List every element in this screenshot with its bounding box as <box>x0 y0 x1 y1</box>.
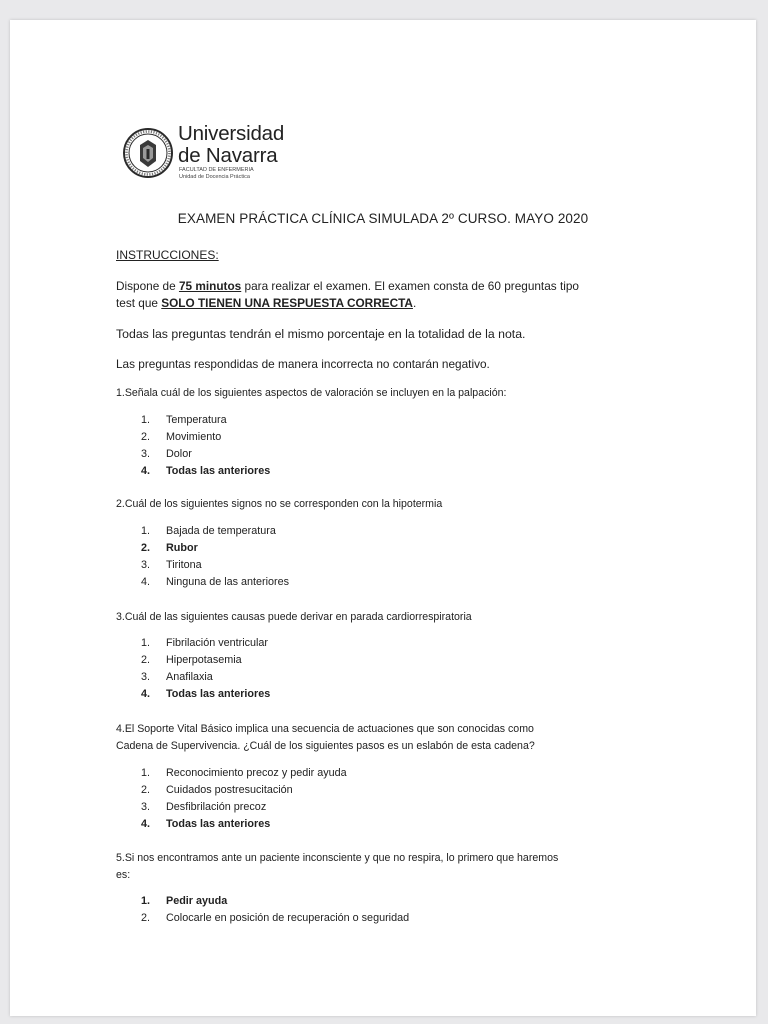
option-number: 2. <box>141 912 151 924</box>
instructions-line2-post: . <box>412 296 417 310</box>
option-number: 3. <box>141 448 151 460</box>
option-number: 1. <box>141 637 151 649</box>
option-number: 3. <box>141 559 151 571</box>
option <box>138 429 270 446</box>
exam-page <box>10 20 756 1016</box>
university-logo <box>122 123 322 193</box>
university-name <box>178 123 284 167</box>
option-number: 2. <box>141 431 151 443</box>
option-text: Hiperpotasemia <box>166 654 242 666</box>
option-number: 2. <box>141 654 151 666</box>
university-name-line1: Universidad <box>178 122 285 145</box>
option-text: Dolor <box>166 448 192 460</box>
question-1: 1.Señala cuál de los siguientes aspectos de valoración se incluyen en la palpación: <box>116 387 507 399</box>
instructions-line1-post: para realizar el examen. El examen consta de 60 preguntas tipo <box>241 279 579 293</box>
option <box>138 669 270 686</box>
instructions-line1-pre: Dispone de <box>116 279 179 293</box>
option-number: 3. <box>141 801 151 813</box>
option <box>138 910 409 927</box>
option-text: Bajada de temperatura <box>166 525 276 537</box>
negative-note: Las preguntas respondidas de manera incorrecta no contarán negativo. <box>116 357 490 371</box>
university-seal-icon <box>122 123 182 183</box>
option-text: Rubor <box>166 542 198 554</box>
option-correct <box>138 686 270 703</box>
option-text: Fibrilación ventricular <box>166 637 269 649</box>
question-5-line1: 5.Si nos encontramos ante un paciente inconsciente y que no respira, lo primero que haremos <box>116 852 559 864</box>
option-number: 4. <box>141 818 151 830</box>
option-number: 1. <box>141 414 151 426</box>
question-2-options <box>138 523 289 591</box>
option-number: 1. <box>141 767 151 779</box>
option-text: Cuidados postresucitación <box>166 784 293 796</box>
option <box>138 446 270 463</box>
instructions-line2-pre: test que <box>116 296 162 310</box>
question-4 <box>116 721 676 755</box>
option-text: Desfibrilación precoz <box>166 801 267 813</box>
option-number: 1. <box>141 895 151 907</box>
option-text: Todas las anteriores <box>166 465 271 477</box>
option-text: Anafilaxia <box>166 671 213 683</box>
option-correct <box>138 893 409 910</box>
option-number: 2. <box>141 784 151 796</box>
question-4-options <box>138 765 347 833</box>
question-2: 2.Cuál de los siguientes signos no se corresponden con la hipotermia <box>116 498 443 510</box>
question-5 <box>116 850 676 884</box>
option <box>138 765 347 782</box>
option <box>138 799 347 816</box>
instructions-line1 <box>116 278 676 295</box>
option-number: 1. <box>141 525 151 537</box>
option-text: Ninguna de las anteriores <box>166 576 290 588</box>
exam-title: EXAMEN PRÁCTICA CLÍNICA SIMULADA 2º CURSO. MAYO 2020 <box>177 211 589 226</box>
unit-name: Unidad de Docencia Práctica <box>179 174 250 180</box>
question-5-options <box>138 893 409 927</box>
university-subtitle <box>179 167 254 181</box>
option <box>138 635 270 652</box>
faculty-name: FACULTAD DE ENFERMERIA <box>179 167 254 173</box>
question-1-options <box>138 412 270 480</box>
option <box>138 652 270 669</box>
option-text: Pedir ayuda <box>166 895 228 907</box>
option-number: 3. <box>141 671 151 683</box>
option-text: Temperatura <box>166 414 227 426</box>
option-text: Colocarle en posición de recuperación o seguridad <box>166 912 410 924</box>
option-text: Reconocimiento precoz y pedir ayuda <box>166 767 347 779</box>
question-4-line1: 4.El Soporte Vital Básico implica una secuencia de actuaciones que son conocidas como <box>116 723 534 735</box>
instructions-duration: 75 minutos <box>178 279 242 293</box>
instructions-line2 <box>116 295 416 312</box>
option-text: Movimiento <box>166 431 222 443</box>
instructions-heading: INSTRUCCIONES: <box>116 248 219 262</box>
option-text: Tiritona <box>166 559 202 571</box>
question-3: 3.Cuál de las siguientes causas puede derivar en parada cardiorrespiratoria <box>116 611 472 623</box>
option <box>138 557 289 574</box>
option-number: 4. <box>141 465 151 477</box>
option <box>138 574 289 591</box>
question-4-line2: Cadena de Supervivencia. ¿Cuál de los siguientes pasos es un eslabón de esta cadena? <box>116 740 535 752</box>
option-text: Todas las anteriores <box>166 818 271 830</box>
question-5-line2: es: <box>116 869 131 881</box>
option-correct <box>138 463 270 480</box>
option-number: 2. <box>141 542 151 554</box>
option-number: 4. <box>141 576 151 588</box>
percentage-note: Todas las preguntas tendrán el mismo porcentaje en la totalidad de la nota. <box>116 327 526 341</box>
option <box>138 412 270 429</box>
question-3-options <box>138 635 270 703</box>
option-text: Todas las anteriores <box>166 688 271 700</box>
university-name-line2: de Navarra <box>178 144 278 167</box>
instructions-single-answer: SOLO TIENEN UNA RESPUESTA CORRECTA <box>161 296 413 310</box>
option <box>138 523 289 540</box>
option-correct <box>138 816 347 833</box>
option-correct <box>138 540 289 557</box>
option-number: 4. <box>141 688 151 700</box>
option <box>138 782 347 799</box>
